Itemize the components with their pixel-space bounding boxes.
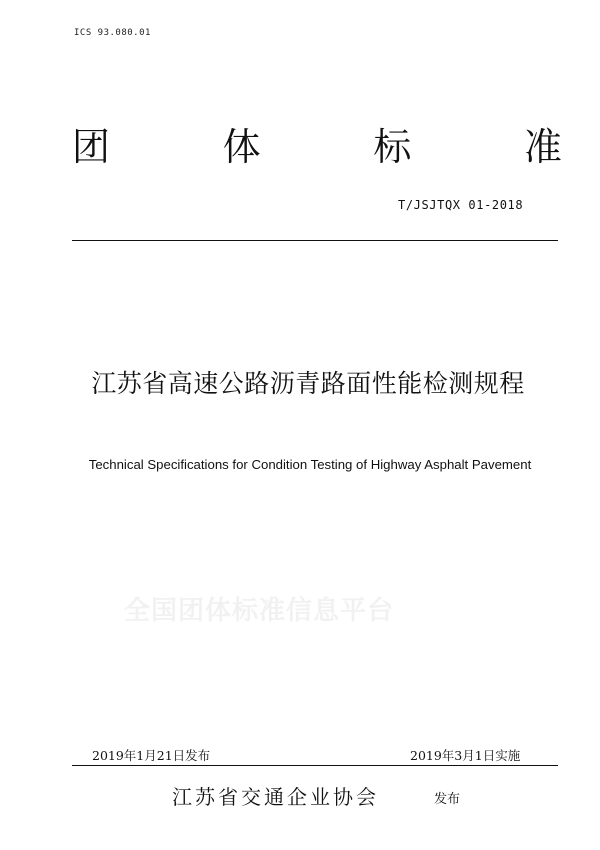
- standard-number: T/JSJTQX 01-2018: [398, 198, 524, 212]
- standard-type-heading: [72, 122, 562, 172]
- watermark: 全国团体标准信息平台: [124, 596, 395, 626]
- standard-type-char: 团: [72, 125, 111, 169]
- issuing-organization: 江苏省交通企业协会: [172, 785, 379, 809]
- issue-label: 发布: [434, 792, 461, 807]
- english-title: Technical Specifications for Condition Testing of Highway Asphalt Pavement: [88, 457, 532, 472]
- issue-date: 2019年1月21日发布: [92, 748, 211, 763]
- standard-type-char: 体: [222, 125, 261, 169]
- bottom-divider: [72, 765, 558, 766]
- top-divider: [72, 240, 558, 241]
- standard-type-char: 准: [523, 125, 562, 169]
- chinese-title: 江苏省高速公路沥青路面性能检测规程: [91, 369, 525, 398]
- standard-type-char: 标: [373, 125, 412, 169]
- implementation-date: 2019年3月1日实施: [410, 748, 521, 763]
- ics-code: ICS 93.080.01: [74, 28, 151, 38]
